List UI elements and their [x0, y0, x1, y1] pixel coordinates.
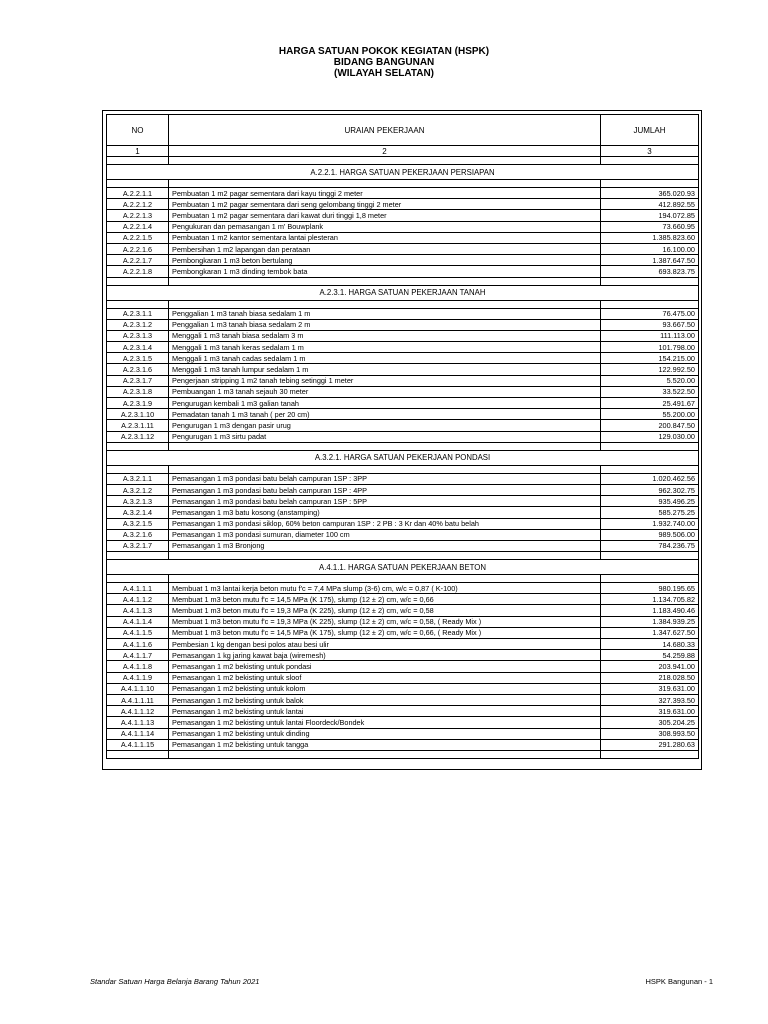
item-amount: 55.200.00 [601, 409, 699, 420]
item-description: Pemasangan 1 m2 bekisting untuk sloof [169, 672, 601, 683]
table-row [107, 594, 699, 605]
item-code: A.2.3.1.3 [107, 330, 169, 341]
item-description: Pembongkaran 1 m3 beton bertulang [169, 255, 601, 266]
section-title: A.2.2.1. HARGA SATUAN PEKERJAAN PERSIAPAN [107, 165, 699, 180]
footer-page-label: HSPK Bangunan - 1 [645, 977, 713, 986]
spacer-cell [169, 277, 601, 285]
item-amount: 54.259.88 [601, 650, 699, 661]
table-row [107, 342, 699, 353]
item-amount: 308.993.50 [601, 728, 699, 739]
table-row [107, 255, 699, 266]
item-amount: 693.823.75 [601, 266, 699, 277]
table-row [107, 739, 699, 750]
item-amount: 319.631.00 [601, 706, 699, 717]
item-description: Pemadatan tanah 1 m3 tanah ( per 20 cm) [169, 409, 601, 420]
item-amount: 111.113.00 [601, 330, 699, 341]
table-row [107, 650, 699, 661]
item-description: Pemasangan 1 m3 pondasi sumuran, diameter 100 cm [169, 529, 601, 540]
item-description: Menggali 1 m3 tanah lumpur sedalam 1 m [169, 364, 601, 375]
item-code: A.3.2.1.1 [107, 473, 169, 484]
item-description: Membuat 1 m3 beton mutu f'c = 19,3 MPa (K 225), slump (12 ± 2) cm, w/c = 0,58, ( Ready Mix ) [169, 616, 601, 627]
item-amount: 73.660.95 [601, 221, 699, 232]
section-title: A.2.3.1. HARGA SATUAN PEKERJAAN TANAH [107, 285, 699, 300]
item-amount: 291.280.63 [601, 739, 699, 750]
item-code: A.4.1.1.6 [107, 639, 169, 650]
item-description: Menggali 1 m3 tanah cadas sedalam 1 m [169, 353, 601, 364]
price-table-frame [102, 110, 702, 770]
item-amount: 5.520.00 [601, 375, 699, 386]
item-amount: 305.204.25 [601, 717, 699, 728]
item-amount: 218.028.50 [601, 672, 699, 683]
item-description: Pemasangan 1 m3 Bronjong [169, 540, 601, 551]
section-spacer-row [107, 575, 699, 583]
item-code: A.3.2.1.6 [107, 529, 169, 540]
item-amount: 319.631.00 [601, 683, 699, 694]
table-row [107, 210, 699, 221]
item-amount: 989.506.00 [601, 529, 699, 540]
item-description: Pemasangan 1 m3 pondasi siklop, 60% beton campuran 1SP : 2 PB : 3 Kr dan 40% batu belah [169, 518, 601, 529]
table-row [107, 706, 699, 717]
item-description: Pemasangan 1 m2 bekisting untuk balok [169, 694, 601, 705]
item-description: Pemasangan 1 m2 bekisting untuk lantai Floordeck/Bondek [169, 717, 601, 728]
item-amount: 962.302.75 [601, 484, 699, 495]
item-amount: 93.667.50 [601, 319, 699, 330]
table-row [107, 330, 699, 341]
table-row [107, 616, 699, 627]
spacer-cell [107, 465, 169, 473]
item-amount: 1.932.740.00 [601, 518, 699, 529]
spacer-cell [601, 465, 699, 473]
document-subtitle: BIDANG BANGUNAN [333, 57, 435, 68]
item-amount: 76.475.00 [601, 308, 699, 319]
item-code: A.4.1.1.11 [107, 694, 169, 705]
item-description: Pengurugan 1 m3 sirtu padat [169, 431, 601, 442]
item-code: A.4.1.1.14 [107, 728, 169, 739]
item-code: A.3.2.1.7 [107, 540, 169, 551]
item-amount: 1.387.647.50 [601, 255, 699, 266]
table-row [107, 627, 699, 638]
spacer-cell [107, 575, 169, 583]
section-title: A.4.1.1. HARGA SATUAN PEKERJAAN BETON [107, 560, 699, 575]
table-row [107, 496, 699, 507]
item-code: A.2.2.1.4 [107, 221, 169, 232]
table-row [107, 683, 699, 694]
item-amount: 1.134.705.82 [601, 594, 699, 605]
item-code: A.2.3.1.6 [107, 364, 169, 375]
item-amount: 154.215.00 [601, 353, 699, 364]
item-code: A.4.1.1.7 [107, 650, 169, 661]
table-row [107, 409, 699, 420]
table-row [107, 232, 699, 243]
item-code: A.2.3.1.9 [107, 398, 169, 409]
item-code: A.4.1.1.13 [107, 717, 169, 728]
table-row [107, 639, 699, 650]
spacer-cell [107, 300, 169, 308]
item-description: Pemasangan 1 m3 batu kosong (anstamping) [169, 507, 601, 518]
table-row [107, 431, 699, 442]
table-row [107, 473, 699, 484]
table-row [107, 694, 699, 705]
item-amount: 203.941.00 [601, 661, 699, 672]
column-number-1: 1 [107, 146, 169, 157]
table-row [107, 353, 699, 364]
table-row [107, 308, 699, 319]
spacer-cell [169, 552, 601, 560]
item-code: A.2.2.1.7 [107, 255, 169, 266]
item-description: Pembuatan 1 m2 kantor sementara lantai plesteran [169, 232, 601, 243]
spacer-cell [169, 575, 601, 583]
table-row [107, 319, 699, 330]
item-description: Penggalian 1 m3 tanah biasa sedalam 1 m [169, 308, 601, 319]
table-row [107, 266, 699, 277]
spacer-cell [601, 552, 699, 560]
spacer-cell [169, 465, 601, 473]
spacer-cell [601, 157, 699, 165]
spacer-cell [601, 442, 699, 450]
column-header-description: URAIAN PEKERJAAN [169, 115, 601, 146]
table-row [107, 199, 699, 210]
section-title-row [107, 560, 699, 575]
table-row [107, 583, 699, 594]
item-amount: 1.347.627.50 [601, 627, 699, 638]
table-row [107, 420, 699, 431]
item-description: Membuat 1 m3 lantai kerja beton mutu f'c = 7,4 MPa slump (3-6) cm, w/c = 0,87 ( K-100) [169, 583, 601, 594]
item-amount: 129.030.00 [601, 431, 699, 442]
table-row [107, 507, 699, 518]
spacer-cell [601, 575, 699, 583]
item-code: A.2.3.1.12 [107, 431, 169, 442]
item-amount: 585.275.25 [601, 507, 699, 518]
item-description: Pengukuran dan pemasangan 1 m' Bouwplank [169, 221, 601, 232]
item-description: Pemasangan 1 kg jaring kawat baja (wiremesh) [169, 650, 601, 661]
table-row [107, 540, 699, 551]
item-code: A.4.1.1.2 [107, 594, 169, 605]
item-code: A.4.1.1.12 [107, 706, 169, 717]
table-row [107, 484, 699, 495]
column-header-no: NO [107, 115, 169, 146]
section-title: A.3.2.1. HARGA SATUAN PEKERJAAN PONDASI [107, 450, 699, 465]
item-description: Menggali 1 m3 tanah biasa sedalam 3 m [169, 330, 601, 341]
item-amount: 33.522.50 [601, 386, 699, 397]
spacer-cell [169, 157, 601, 165]
section-title-row [107, 165, 699, 180]
document-region: (WILAYAH SELATAN) [334, 68, 434, 79]
item-code: A.2.3.1.10 [107, 409, 169, 420]
item-description: Membuat 1 m3 beton mutu f'c = 14,5 MPa (K 175), slump (12 ± 2) cm, w/c = 0,66, ( Ready Mix ) [169, 627, 601, 638]
spacer-cell [107, 750, 169, 758]
item-description: Membuat 1 m3 beton mutu f'c = 14,5 MPa (K 175), slump (12 ± 2) cm, w/c = 0,66 [169, 594, 601, 605]
spacer-cell [601, 277, 699, 285]
item-description: Pemasangan 1 m2 bekisting untuk dinding [169, 728, 601, 739]
item-code: A.2.2.1.2 [107, 199, 169, 210]
item-code: A.2.2.1.1 [107, 188, 169, 199]
spacer-cell [107, 277, 169, 285]
item-amount: 1.384.939.25 [601, 616, 699, 627]
spacer-cell [107, 157, 169, 165]
spacer-cell [169, 750, 601, 758]
item-code: A.4.1.1.3 [107, 605, 169, 616]
item-description: Pembersihan 1 m2 lapangan dan perataan [169, 243, 601, 254]
item-amount: 194.072.85 [601, 210, 699, 221]
item-code: A.4.1.1.5 [107, 627, 169, 638]
item-description: Pemasangan 1 m2 bekisting untuk tangga [169, 739, 601, 750]
item-amount: 25.491.67 [601, 398, 699, 409]
item-description: Pembuatan 1 m2 pagar sementara dari kayu tinggi 2 meter [169, 188, 601, 199]
section-spacer-row [107, 300, 699, 308]
table-row [107, 717, 699, 728]
price-table [106, 114, 699, 759]
item-description: Pemasangan 1 m3 pondasi batu belah campuran 1SP : 5PP [169, 496, 601, 507]
item-description: Pemasangan 1 m3 pondasi batu belah campuran 1SP : 3PP [169, 473, 601, 484]
table-row [107, 221, 699, 232]
item-description: Pembuangan 1 m3 tanah sejauh 30 meter [169, 386, 601, 397]
item-description: Pengurugan kembali 1 m3 galian tanah [169, 398, 601, 409]
item-description: Penggalian 1 m3 tanah biasa sedalam 2 m [169, 319, 601, 330]
section-spacer-row [107, 552, 699, 560]
item-amount: 412.892.55 [601, 199, 699, 210]
section-spacer-row [107, 442, 699, 450]
item-description: Pembuatan 1 m2 pagar sementara dari kawat duri tinggi 1,8 meter [169, 210, 601, 221]
item-code: A.2.3.1.5 [107, 353, 169, 364]
spacer-cell [601, 750, 699, 758]
spacer-cell [169, 180, 601, 188]
footer-left: Standar Satuan Harga Belanja Barang Tahun 2021 [90, 977, 260, 986]
item-description: Pengerjaan stripping 1 m2 tanah tebing setinggi 1 meter [169, 375, 601, 386]
item-code: A.2.2.1.3 [107, 210, 169, 221]
table-row [107, 529, 699, 540]
item-code: A.2.3.1.2 [107, 319, 169, 330]
item-amount: 101.798.00 [601, 342, 699, 353]
item-code: A.2.3.1.7 [107, 375, 169, 386]
item-amount: 122.992.50 [601, 364, 699, 375]
column-number-row [107, 146, 699, 157]
item-description: Pemasangan 1 m3 pondasi batu belah campuran 1SP : 4PP [169, 484, 601, 495]
item-code: A.4.1.1.4 [107, 616, 169, 627]
table-row [107, 672, 699, 683]
table-row [107, 398, 699, 409]
column-number-3: 3 [601, 146, 699, 157]
item-code: A.2.3.1.11 [107, 420, 169, 431]
item-amount: 16.100.00 [601, 243, 699, 254]
spacer-cell [169, 300, 601, 308]
table-row [107, 375, 699, 386]
item-code: A.2.2.1.5 [107, 232, 169, 243]
table-row [107, 243, 699, 254]
item-amount: 365.020.93 [601, 188, 699, 199]
item-code: A.3.2.1.3 [107, 496, 169, 507]
item-code: A.4.1.1.15 [107, 739, 169, 750]
item-code: A.3.2.1.5 [107, 518, 169, 529]
item-description: Menggali 1 m3 tanah keras sedalam 1 m [169, 342, 601, 353]
table-row [107, 188, 699, 199]
item-amount: 1.020.462.56 [601, 473, 699, 484]
section-spacer-row [107, 277, 699, 285]
table-row [107, 605, 699, 616]
item-code: A.3.2.1.2 [107, 484, 169, 495]
section-spacer-row [107, 465, 699, 473]
table-row [107, 518, 699, 529]
item-description: Pembongkaran 1 m3 dinding tembok bata [169, 266, 601, 277]
item-amount: 1.183.490.46 [601, 605, 699, 616]
column-number-2: 2 [169, 146, 601, 157]
item-code: A.2.3.1.8 [107, 386, 169, 397]
table-row [107, 661, 699, 672]
item-code: A.4.1.1.10 [107, 683, 169, 694]
item-amount: 327.393.50 [601, 694, 699, 705]
spacer-cell [107, 180, 169, 188]
section-spacer-row [107, 157, 699, 165]
section-spacer-row [107, 180, 699, 188]
spacer-cell [107, 442, 169, 450]
table-row [107, 364, 699, 375]
item-code: A.2.2.1.8 [107, 266, 169, 277]
document-title: HARGA SATUAN POKOK KEGIATAN (HSPK) [278, 46, 490, 57]
item-amount: 1.385.823.60 [601, 232, 699, 243]
spacer-cell [169, 442, 601, 450]
item-amount: 980.195.65 [601, 583, 699, 594]
item-code: A.2.3.1.4 [107, 342, 169, 353]
table-end-spacer-row [107, 750, 699, 758]
item-code: A.4.1.1.1 [107, 583, 169, 594]
item-code: A.4.1.1.8 [107, 661, 169, 672]
section-title-row [107, 285, 699, 300]
item-description: Membuat 1 m3 beton mutu f'c = 19,3 MPa (K 225), slump (12 ± 2) cm, w/c = 0,58 [169, 605, 601, 616]
item-amount: 14.680.33 [601, 639, 699, 650]
item-code: A.2.3.1.1 [107, 308, 169, 319]
table-header-row [107, 115, 699, 146]
spacer-cell [107, 552, 169, 560]
item-description: Pembesian 1 kg dengan besi polos atau besi ulir [169, 639, 601, 650]
item-description: Pengurugan 1 m3 dengan pasir urug [169, 420, 601, 431]
item-code: A.4.1.1.9 [107, 672, 169, 683]
item-description: Pemasangan 1 m2 bekisting untuk pondasi [169, 661, 601, 672]
item-code: A.2.2.1.6 [107, 243, 169, 254]
item-description: Pemasangan 1 m2 bekisting untuk lantai [169, 706, 601, 717]
item-amount: 784.236.75 [601, 540, 699, 551]
item-description: Pemasangan 1 m2 bekisting untuk kolom [169, 683, 601, 694]
item-amount: 200.847.50 [601, 420, 699, 431]
table-row [107, 728, 699, 739]
item-code: A.3.2.1.4 [107, 507, 169, 518]
column-header-amount: JUMLAH [601, 115, 699, 146]
item-amount: 935.496.25 [601, 496, 699, 507]
table-row [107, 386, 699, 397]
spacer-cell [601, 300, 699, 308]
section-title-row [107, 450, 699, 465]
item-description: Pembuatan 1 m2 pagar sementara dari seng gelombang tinggi 2 meter [169, 199, 601, 210]
spacer-cell [601, 180, 699, 188]
